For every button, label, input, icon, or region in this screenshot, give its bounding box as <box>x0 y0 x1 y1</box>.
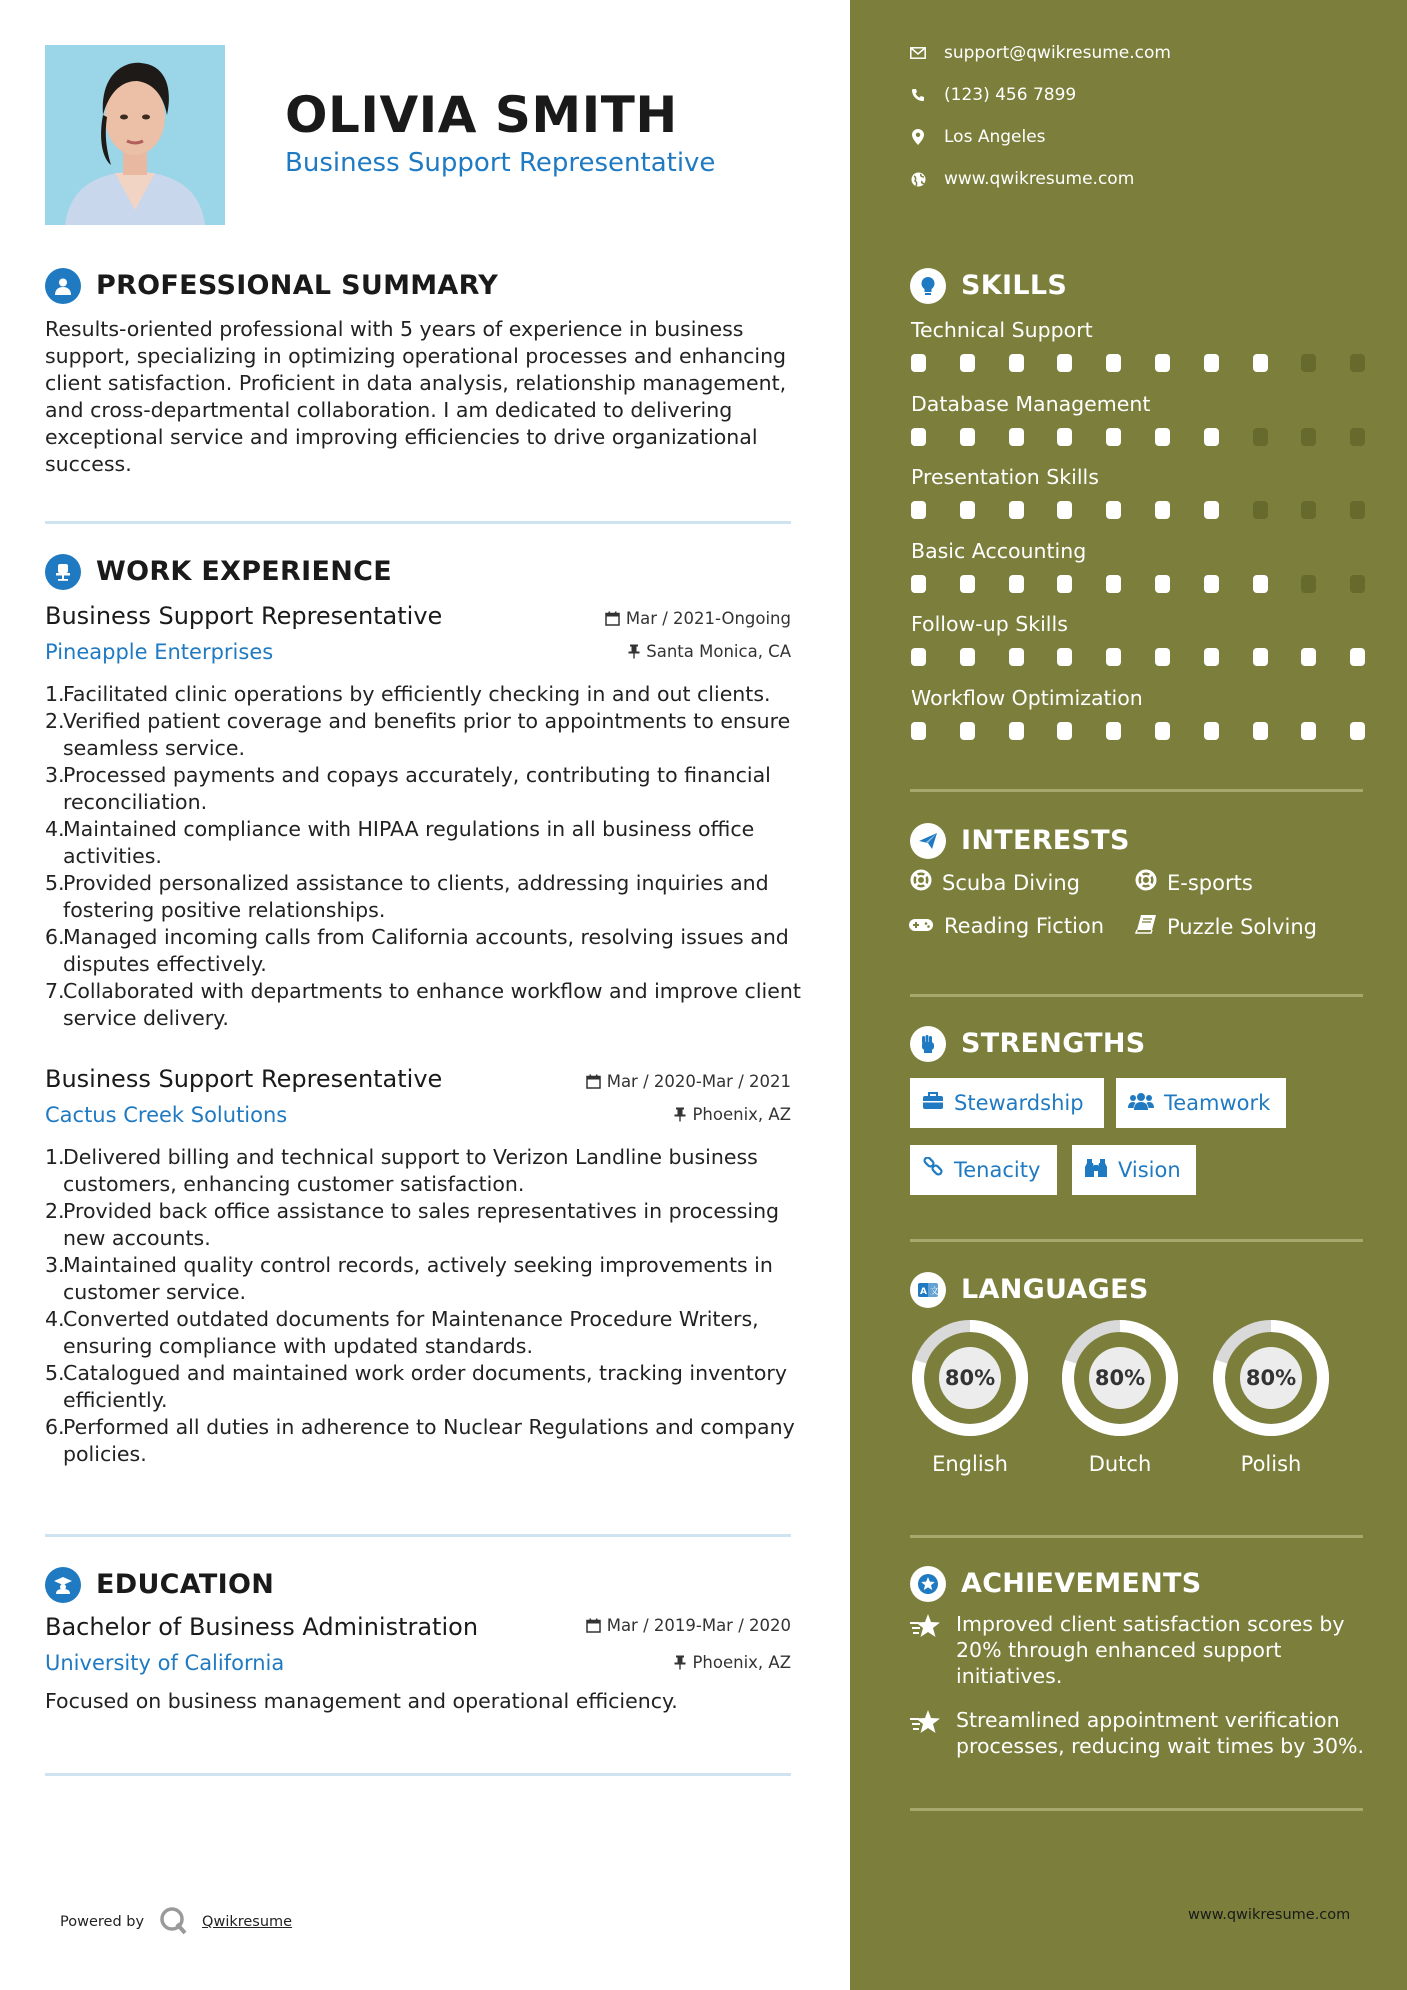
skill-dot-filled <box>1204 575 1219 593</box>
skill-dot-filled <box>1057 722 1072 740</box>
strength-label: Vision <box>1118 1158 1181 1182</box>
skill-dot-filled <box>1155 501 1170 519</box>
translate-icon <box>910 1272 946 1308</box>
job-location <box>628 642 791 661</box>
skill-dot-empty <box>1350 428 1365 446</box>
strength-chip <box>1116 1078 1286 1128</box>
skill-name: Basic Accounting <box>911 538 1087 563</box>
skill-rating <box>911 354 1365 372</box>
experience-heading: WORK EXPERIENCE <box>96 556 392 587</box>
profile-photo <box>45 45 225 225</box>
contact-location-text: Los Angeles <box>944 127 1046 147</box>
skill-dot-filled <box>1204 428 1219 446</box>
map-marker-icon <box>910 129 926 145</box>
skill-dot-filled <box>1057 428 1072 446</box>
pin-icon <box>674 1655 686 1670</box>
book-icon <box>1135 914 1157 939</box>
language-name: Polish <box>1240 1452 1302 1476</box>
list-item: 5. Catalogued and maintained work order documents, tracking inventory efficiently. <box>45 1361 787 1412</box>
skill-dot-filled <box>1106 722 1121 740</box>
briefcase-icon <box>922 1091 944 1115</box>
job-title: Business Support Representative <box>45 1065 443 1093</box>
skill-dot-filled <box>911 575 926 593</box>
list-item: 7. Collaborated with departments to enhance workflow and improve client service delivery. <box>45 979 801 1030</box>
candidate-name: OLIVIA SMITH <box>285 86 678 144</box>
pin-icon <box>674 1107 686 1122</box>
skill-dot-filled <box>1155 428 1170 446</box>
skill-name: Presentation Skills <box>911 465 1099 489</box>
job-duties <box>45 1144 805 1468</box>
language-ring <box>1211 1318 1331 1438</box>
interest-item <box>910 869 1080 896</box>
skill-dot-filled <box>960 501 975 519</box>
skill-dot-filled <box>1057 501 1072 519</box>
job-dates <box>586 1072 791 1091</box>
skill-rating <box>911 428 1365 446</box>
skill-dot-filled <box>1009 354 1024 372</box>
calendar-icon <box>586 1618 601 1633</box>
skill-rating <box>911 501 1365 519</box>
skill-dot-empty <box>1301 354 1316 372</box>
skill-dot-filled <box>1155 722 1170 740</box>
section-divider <box>910 1535 1363 1538</box>
skill-name: Technical Support <box>911 318 1093 342</box>
skill-dot-empty <box>1253 428 1268 446</box>
job-location <box>674 1105 791 1124</box>
skill-dot-filled <box>1009 648 1024 666</box>
star-icon <box>910 1611 946 1689</box>
skill-dot-filled <box>960 648 975 666</box>
paper-plane-icon <box>910 823 946 859</box>
list-item: 3. Processed payments and copays accurately, contributing to financial reconciliation. <box>45 763 771 814</box>
list-item: 6. Performed all duties in adherence to Nuclear Regulations and company policies. <box>45 1415 795 1466</box>
language-percent: 80% <box>944 1366 996 1390</box>
chair-icon <box>45 554 81 590</box>
lightbulb-icon <box>910 268 946 304</box>
achievement-item <box>910 1611 1370 1689</box>
contact-location <box>910 127 1046 147</box>
achievements-heading: ACHIEVEMENTS <box>961 1568 1202 1599</box>
skill-dot-filled <box>960 354 975 372</box>
list-item: 3. Maintained quality control records, actively seeking improvements in customer service. <box>45 1253 773 1304</box>
language-ring <box>910 1318 1030 1438</box>
skill-dot-filled <box>911 428 926 446</box>
list-item: 4. Converted outdated documents for Maintenance Procedure Writers, ensuring compliance with updated standards. <box>45 1307 759 1358</box>
skill-dot-filled <box>1301 648 1316 666</box>
section-divider <box>910 994 1363 997</box>
language-ring <box>1060 1318 1180 1438</box>
skills-heading: SKILLS <box>961 270 1068 301</box>
skill-dot-filled <box>1009 722 1024 740</box>
skill-dot-filled <box>1204 722 1219 740</box>
strength-chip <box>1072 1145 1196 1195</box>
achievement-text: Streamlined appointment verification processes, reducing wait times by 30%. <box>956 1708 1365 1758</box>
skill-dot-filled <box>911 501 926 519</box>
skill-dot-filled <box>960 722 975 740</box>
skill-dot-filled <box>911 648 926 666</box>
skill-dot-filled <box>1009 575 1024 593</box>
section-divider <box>45 1534 791 1537</box>
list-item: 1. Delivered billing and technical support to Verizon Landline business customers, enhancing customer satisfaction. <box>45 1145 758 1196</box>
interest-item <box>908 914 1104 938</box>
skill-dot-filled <box>1204 354 1219 372</box>
job-dates-text: Mar / 2021-Ongoing <box>625 609 791 628</box>
skill-dot-filled <box>1106 501 1121 519</box>
envelope-icon <box>910 47 926 59</box>
powered-by <box>60 1905 292 1939</box>
skill-dot-empty <box>1253 501 1268 519</box>
skill-dot-filled <box>911 722 926 740</box>
calendar-icon <box>586 1074 601 1089</box>
section-divider <box>45 521 791 524</box>
skill-dot-filled <box>1009 501 1024 519</box>
phone-icon <box>910 88 926 102</box>
interest-label: E-sports <box>1167 870 1253 895</box>
qwikresume-logo-icon <box>158 1905 188 1939</box>
users-icon <box>1128 1091 1154 1115</box>
education-location <box>674 1653 791 1672</box>
fist-icon <box>910 1026 946 1062</box>
skill-dot-filled <box>911 354 926 372</box>
section-divider <box>910 789 1363 792</box>
strength-chip <box>910 1078 1104 1128</box>
skill-dot-filled <box>1057 354 1072 372</box>
user-icon <box>45 268 81 304</box>
job-location-text: Phoenix, AZ <box>692 1105 791 1124</box>
skill-dot-filled <box>1155 575 1170 593</box>
skill-dot-filled <box>1204 501 1219 519</box>
section-divider <box>910 1808 1363 1811</box>
calendar-icon <box>605 611 620 626</box>
job-location-text: Santa Monica, CA <box>646 642 791 661</box>
education-description: Focused on business management and operational efficiency. <box>45 1689 678 1713</box>
list-item: 2. Provided back office assistance to sales representatives in processing new accounts. <box>45 1199 780 1250</box>
skill-dot-filled <box>1106 354 1121 372</box>
section-divider <box>910 1239 1363 1242</box>
school: University of California <box>45 1651 285 1675</box>
skill-rating <box>911 722 1365 740</box>
strength-label: Tenacity <box>954 1158 1041 1182</box>
skill-dot-filled <box>1301 722 1316 740</box>
language-name: Dutch <box>1088 1452 1152 1476</box>
link-icon <box>922 1157 944 1184</box>
list-item: 4. Maintained compliance with HIPAA regulations in all business office activities. <box>45 817 755 868</box>
globe-icon <box>910 172 926 187</box>
skill-dot-empty <box>1350 354 1365 372</box>
education-dates <box>586 1616 791 1635</box>
section-divider <box>45 1773 791 1776</box>
skill-dot-filled <box>1106 428 1121 446</box>
job-company: Cactus Creek Solutions <box>45 1103 288 1127</box>
job-duties <box>45 681 805 1032</box>
skill-dot-filled <box>1253 648 1268 666</box>
candidate-role: Business Support Representative <box>285 148 716 178</box>
language-percent: 80% <box>1245 1366 1297 1390</box>
skill-dot-filled <box>1253 354 1268 372</box>
skill-dot-empty <box>1301 575 1316 593</box>
skill-dot-filled <box>1009 428 1024 446</box>
binoculars-icon <box>1084 1158 1108 1183</box>
job-title: Business Support Representative <box>45 602 443 630</box>
education-heading: EDUCATION <box>96 1569 275 1600</box>
strength-label: Teamwork <box>1164 1091 1271 1115</box>
graduation-icon <box>45 1567 81 1603</box>
skill-dot-filled <box>1350 648 1365 666</box>
svg-text:文: 文 <box>930 1287 939 1297</box>
skill-dot-filled <box>1253 575 1268 593</box>
skill-dot-empty <box>1301 501 1316 519</box>
summary-heading: PROFESSIONAL SUMMARY <box>96 270 499 301</box>
list-item: 6. Managed incoming calls from California accounts, resolving issues and disputes effectively. <box>45 925 789 976</box>
strength-chip <box>910 1145 1057 1195</box>
contact-website-text: www.qwikresume.com <box>944 169 1135 189</box>
summary-text: Results-oriented professional with 5 years of experience in business support, specializing in optimizing operational processes and enhancing client satisfaction. Proficient in data analysis, relationship management, and cross-departmental collaboration. I am dedicated to delivering exceptional service and improving efficiencies to drive organizational success. <box>45 317 787 476</box>
powered-by-label: Powered by <box>60 1914 145 1930</box>
contact-phone[interactable] <box>910 85 1076 105</box>
skill-name: Workflow Optimization <box>911 685 1143 710</box>
interest-label: Reading Fiction <box>944 914 1105 938</box>
svg-text:A: A <box>920 1287 927 1297</box>
skill-dot-filled <box>1204 648 1219 666</box>
achievement-item <box>910 1707 1370 1759</box>
skill-dot-filled <box>1155 648 1170 666</box>
skill-rating <box>911 648 1365 666</box>
skill-dot-filled <box>960 428 975 446</box>
interest-item <box>1135 869 1253 896</box>
job-dates-text: Mar / 2020-Mar / 2021 <box>606 1072 791 1091</box>
education-dates-text: Mar / 2019-Mar / 2020 <box>606 1616 791 1635</box>
skill-dot-filled <box>1106 575 1121 593</box>
degree: Bachelor of Business Administration <box>45 1613 479 1641</box>
language-percent: 80% <box>1094 1366 1146 1390</box>
job-company: Pineapple Enterprises <box>45 640 274 664</box>
interest-label: Scuba Diving <box>942 870 1080 895</box>
job-dates <box>605 609 791 628</box>
contact-email-text: support@qwikresume.com <box>944 43 1171 63</box>
contact-email[interactable] <box>910 43 1171 63</box>
qwikresume-link[interactable]: Qwikresume <box>202 1914 293 1930</box>
star-badge-icon <box>910 1566 946 1602</box>
life-ring-icon <box>1135 869 1157 896</box>
contact-phone-text: (123) 456 7899 <box>944 85 1077 105</box>
languages-heading: LANGUAGES <box>961 1274 1149 1305</box>
list-item: 1. Facilitated clinic operations by efficiently checking in and out clients. <box>45 682 771 706</box>
education-location-text: Phoenix, AZ <box>692 1653 791 1672</box>
footer-url[interactable]: www.qwikresume.com <box>1188 1907 1351 1923</box>
skill-dot-filled <box>1057 575 1072 593</box>
skill-dot-filled <box>1350 722 1365 740</box>
skill-dot-filled <box>1253 722 1268 740</box>
skill-dot-filled <box>1057 648 1072 666</box>
skill-dot-filled <box>1106 648 1121 666</box>
star-icon <box>910 1707 946 1759</box>
interest-label: Puzzle Solving <box>1167 914 1317 939</box>
skill-dot-empty <box>1350 575 1365 593</box>
achievement-text: Improved client satisfaction scores by 20% through enhanced support initiatives. <box>956 1612 1345 1688</box>
list-item: 2. Verified patient coverage and benefits prior to appointments to ensure seamless service. <box>45 709 791 760</box>
skill-rating <box>911 575 1365 593</box>
life-ring-icon <box>910 869 932 896</box>
interests-heading: INTERESTS <box>961 825 1130 856</box>
skill-name: Follow-up Skills <box>911 612 1068 636</box>
language-name: English <box>932 1452 1008 1476</box>
skill-dot-empty <box>1350 501 1365 519</box>
skill-dot-filled <box>960 575 975 593</box>
skill-name: Database Management <box>911 391 1151 416</box>
interest-item <box>1135 914 1317 939</box>
list-item: 5. Provided personalized assistance to clients, addressing inquiries and fostering positive relationships. <box>45 871 769 922</box>
strengths-heading: STRENGTHS <box>961 1028 1146 1059</box>
strength-label: Stewardship <box>954 1091 1084 1115</box>
contact-website[interactable] <box>910 169 1134 189</box>
skill-dot-filled <box>1155 354 1170 372</box>
gamepad-icon <box>908 914 934 938</box>
pin-icon <box>628 644 640 659</box>
skill-dot-empty <box>1301 428 1316 446</box>
